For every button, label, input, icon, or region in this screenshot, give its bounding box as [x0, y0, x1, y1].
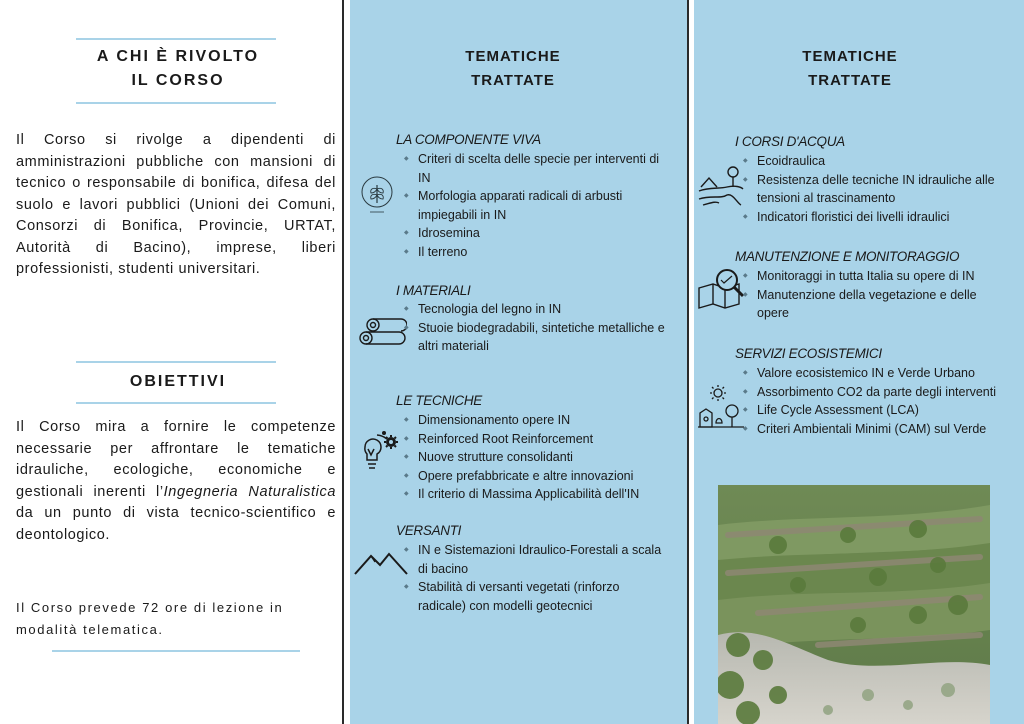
bottom-rule [52, 650, 300, 652]
mountains-icon [353, 548, 409, 578]
heading-rule-bottom [736, 103, 950, 105]
list-manutenzione [743, 267, 1011, 323]
list-versanti [404, 541, 666, 615]
heading-line: IL CORSO [131, 72, 225, 89]
idea-gears-icon [355, 431, 403, 475]
heading-line: A CHI È RIVOLTO [96, 48, 260, 65]
list-item: ◆ Stabilità di versanti vegetati (rinforzo radicale) con modelli geotecnici [404, 578, 666, 615]
list-item: ◆ Il criterio di Massima Applicabilità dell'IN [404, 485, 666, 504]
ecosystem-icon [696, 385, 746, 429]
list-materiali [404, 300, 666, 356]
section-title: I CORSI D'ACQUA [735, 134, 845, 149]
list-item: ◆ Idrosemina [404, 224, 666, 243]
heading-tematiche-trattate [395, 45, 631, 93]
heading-rule-bottom [76, 102, 276, 104]
list-item: ◆ Indicatori floristici dei livelli idraulici [743, 208, 1011, 227]
heading-tematiche-trattate [732, 45, 968, 93]
magnifier-map-icon [697, 266, 747, 310]
list-item: ◆ IN e Sistemazioni Idraulico-Forestali a scala di bacino [404, 541, 666, 578]
list-item: ◆ Morfologia apparati radicali di arbusti impiegabili in IN [404, 187, 666, 224]
middle-panel [350, 0, 687, 724]
list-item: ◆ Monitoraggi in tutta Italia su opere di IN [743, 267, 1011, 286]
course-hours-text: Il Corso prevede 72 ore di lezione in modalità telematica. [16, 600, 284, 637]
bottom-rule [386, 650, 634, 652]
list-item: ◆ Nuove strutture consolidanti [404, 448, 666, 467]
list-item: ◆ Resistenza delle tecniche IN idrauliche alle tensioni al trascinamento [743, 171, 1011, 208]
list-item: ◆ Criteri di scelta delle specie per interventi di IN [404, 150, 666, 187]
river-icon [697, 165, 745, 207]
heading-rule-top [413, 38, 613, 40]
heading-a-chi-e-rivolto [60, 45, 296, 93]
list-servizi-ecosistemici [743, 364, 1011, 438]
heading-rule-top [76, 361, 276, 363]
list-item: ◆ Reinforced Root Reinforcement [404, 430, 666, 449]
list-item: ◆ Il terreno [404, 243, 666, 262]
riverbank-photo [718, 485, 990, 724]
heading-rule-bottom [409, 103, 613, 105]
heading-rule-bottom [76, 402, 276, 404]
list-item: ◆ Assorbimento CO2 da parte degli interventi [743, 383, 1011, 402]
heading-line: TRATTATE [471, 72, 555, 89]
section-title: LE TECNICHE [396, 393, 482, 408]
list-item: ◆ Manutenzione della vegetazione e delle opere [743, 286, 1011, 323]
list-item: ◆ Ecoidraulica [743, 152, 1011, 171]
list-tecniche [404, 411, 666, 504]
section-title: MANUTENZIONE E MONITORAGGIO [735, 249, 960, 264]
heading-line: TEMATICHE [465, 48, 561, 65]
target-audience-text: Il Corso si rivolge a dipendenti di amministrazioni pubbliche con mansioni di tecnico o responsabile di bonifica, difesa del suolo e lavori pubblici (Unioni dei Comuni, Consorzi di Bonifica, Provincie, URTAT, Autorità di Bacino), imprese, liberi professionisti, studenti universitari. [16, 132, 336, 277]
objectives-text-emphasis: Ingegneria Naturalistica [163, 483, 336, 500]
list-item: ◆ Criteri Ambientali Minimi (CAM) sul Verde [743, 420, 1011, 439]
heading-obiettivi: OBIETTIVI [129, 373, 227, 390]
list-item: ◆ Life Cycle Assessment (LCA) [743, 401, 1011, 420]
fold-line-right [687, 0, 689, 724]
section-title: LA COMPONENTE VIVA [396, 132, 541, 147]
objectives-text [16, 417, 336, 546]
section-title: SERVIZI ECOSISTEMICI [735, 346, 882, 361]
list-item: ◆ Tecnologia del legno in IN [404, 300, 666, 319]
heading-line: TRATTATE [808, 72, 892, 89]
objectives-text-start: Il Corso mira a fornire le competenze necessarie per affrontare le tematiche idrauliche, ecologiche, economiche e gestionali inerenti l’ [16, 419, 336, 500]
list-item: ◆ Dimensionamento opere IN [404, 411, 666, 430]
heading-rule-top [750, 38, 950, 40]
list-item: ◆ Valore ecosistemico IN e Verde Urbano [743, 364, 1011, 383]
list-componente-viva [404, 150, 666, 261]
section-title: I MATERIALI [396, 283, 471, 298]
list-item: ◆ Stuoie biodegradabili, sintetiche metalliche e altri materiali [404, 319, 666, 356]
fold-line-left [342, 0, 344, 724]
list-corsi-acqua [743, 152, 1011, 226]
section-title: VERSANTI [396, 523, 462, 538]
heading-rule-top [76, 38, 276, 40]
objectives-text-end: da un punto di vista tecnico-scientifico e deontologico. [16, 505, 336, 543]
list-item: ◆ Opere prefabbricate e altre innovazioni [404, 467, 666, 486]
logs-icon [357, 315, 407, 347]
plant-icon [360, 175, 394, 215]
heading-line: TEMATICHE [802, 48, 898, 65]
